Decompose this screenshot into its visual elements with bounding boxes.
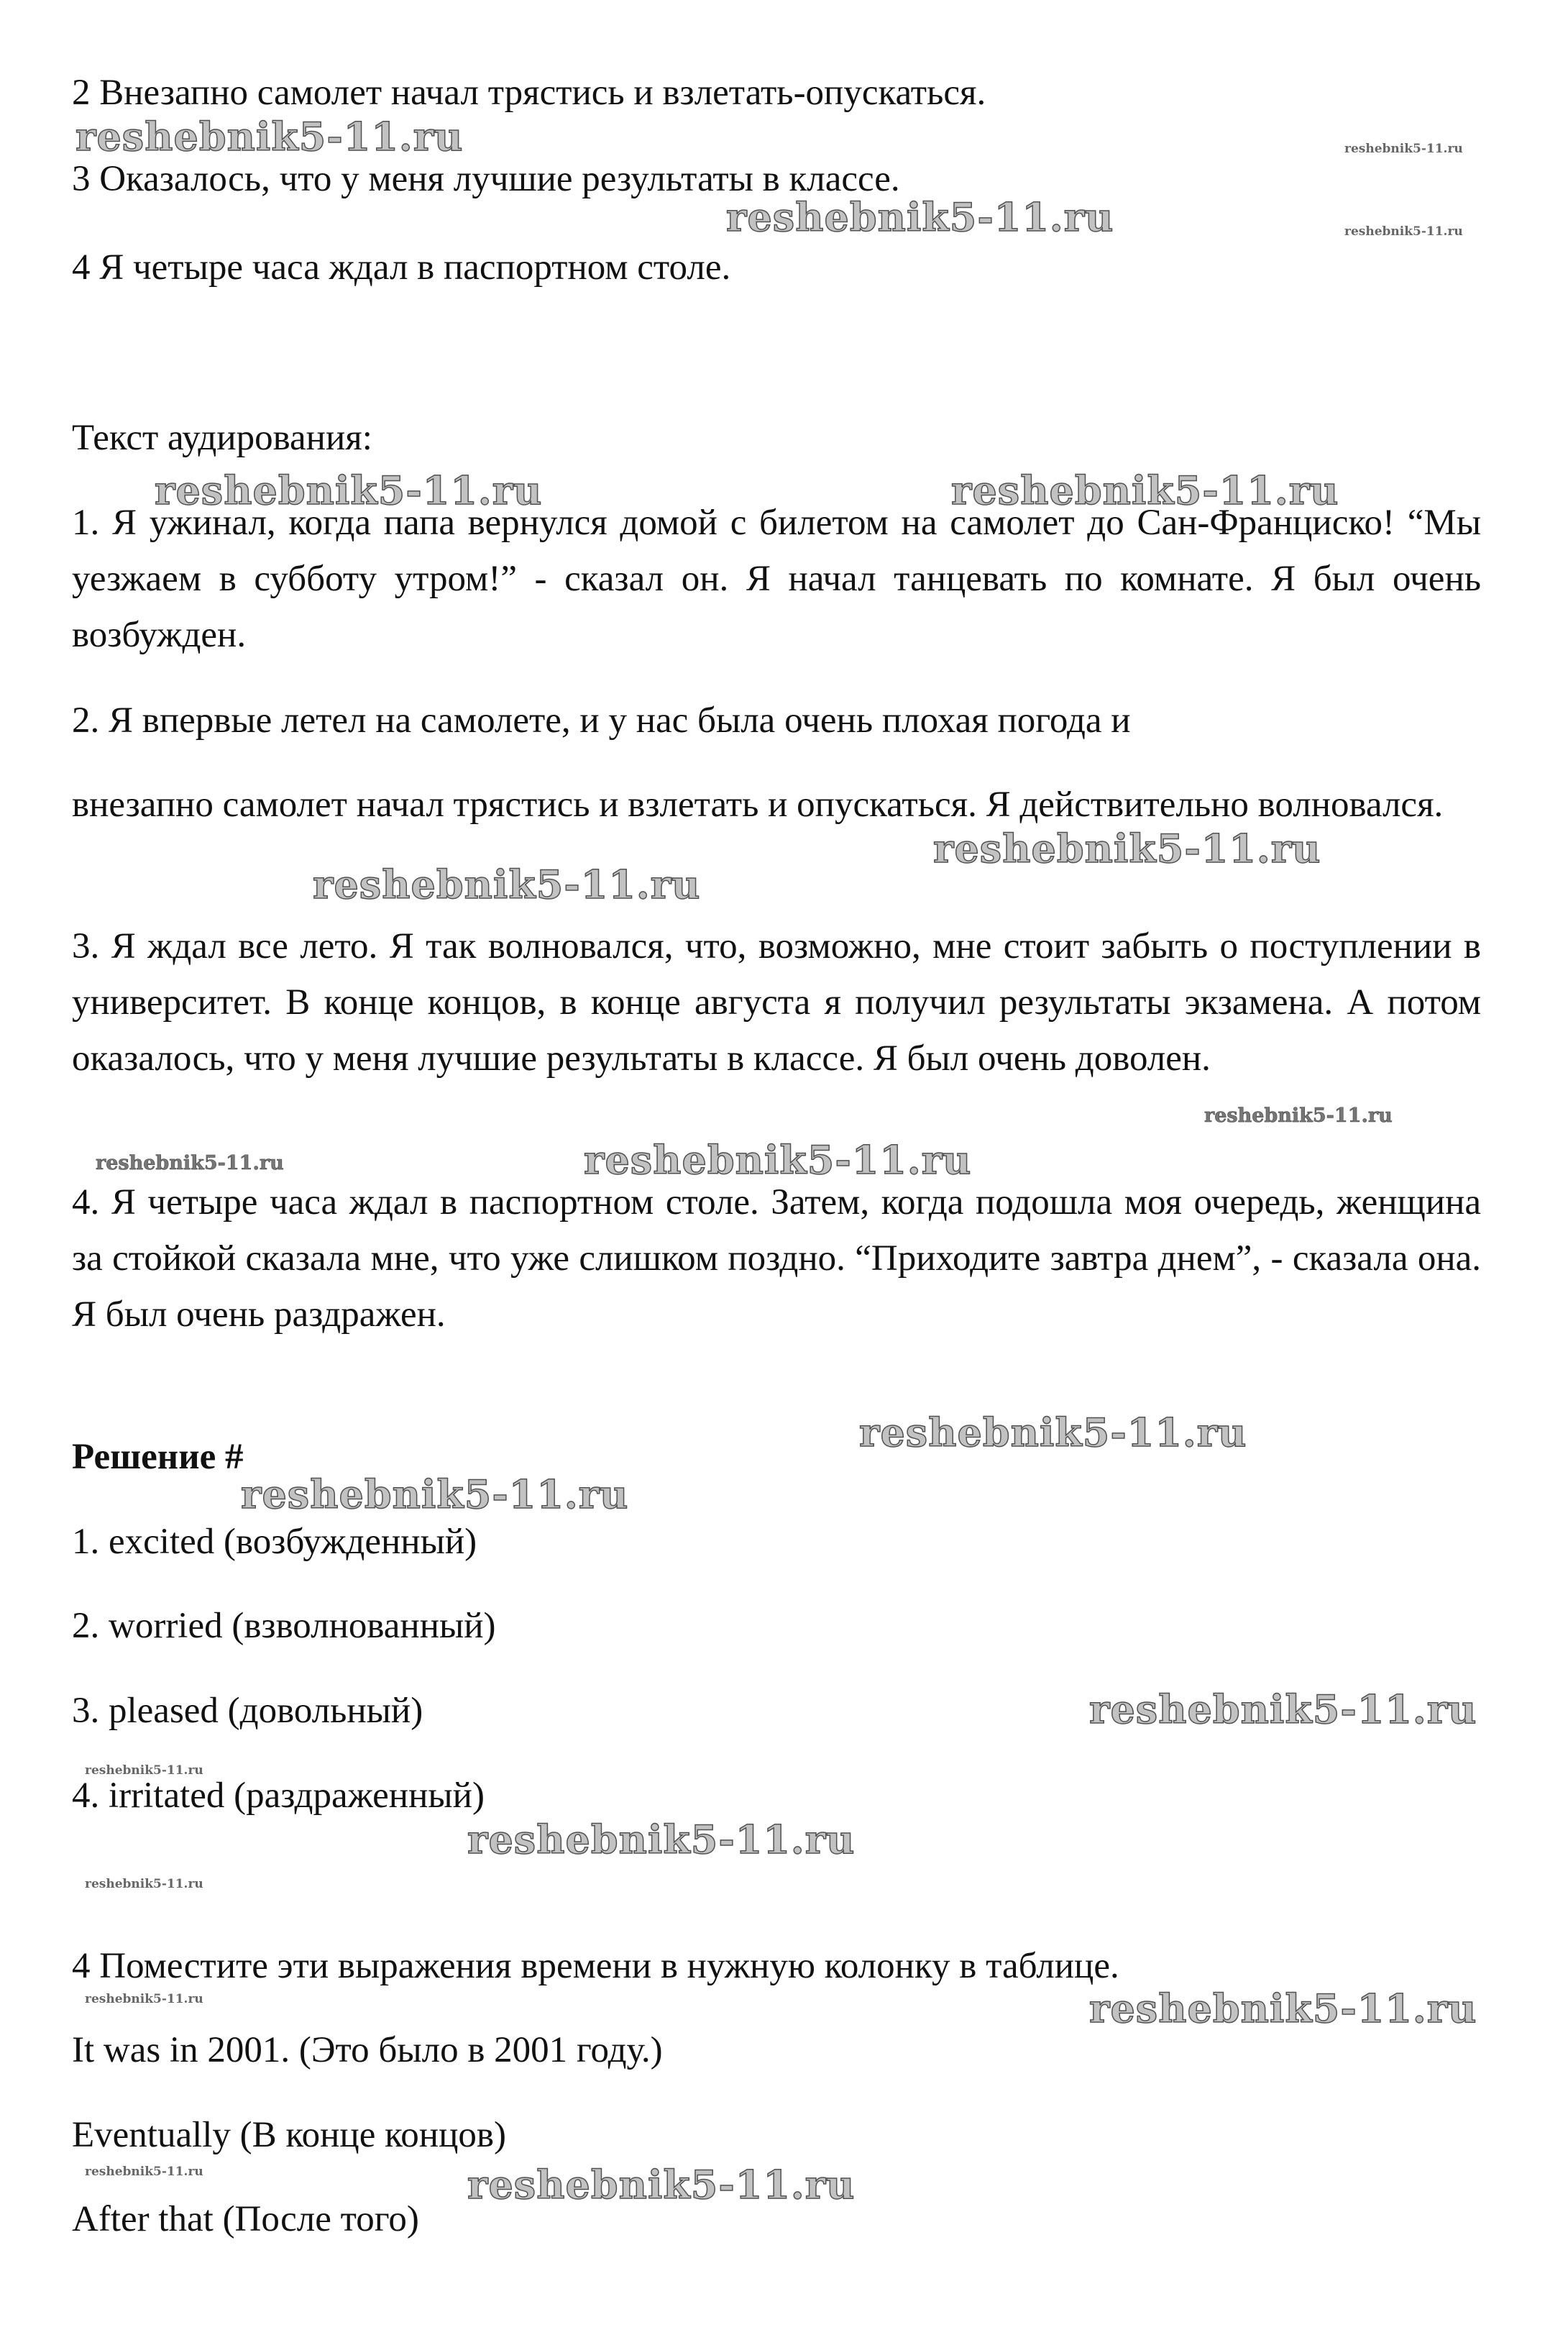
paragraph: 4. Я четыре часа ждал в паспортном столе. Затем, когда подошла моя очередь, женщина за стойкой сказала мне, что уже слишком поздно. “Приходите завтра днем”, - сказала она. Я был очень раздражен.	[72, 1182, 1481, 1335]
paragraph: 2. Я впервые летел на самолете, и у нас была очень плохая погода и	[72, 700, 1131, 741]
watermark: reshebnik5-11.ru	[155, 467, 543, 513]
watermark: reshebnik5-11.ru	[726, 194, 1114, 240]
section-heading: Текст аудирования:	[72, 418, 372, 458]
watermark: reshebnik5-11.ru	[584, 1137, 972, 1183]
watermark: reshebnik5-11.ru	[1204, 1105, 1393, 1127]
text-line: 4 Я четыре часа ждал в паспортном столе.	[72, 247, 731, 288]
paragraph: 3. Я ждал все лето. Я так волновался, что, возможно, мне стоит забыть о поступлении в университет. В конце концов, в конце августа я получил результаты экзамена. А потом оказалось, что у меня лучшие результаты в классе. Я был очень доволен.	[72, 926, 1481, 1079]
answer-item: 2. worried (взволнованный)	[72, 1606, 496, 1646]
answer-item: 4. irritated (раздраженный)	[72, 1775, 485, 1816]
watermark: reshebnik5-11.ru	[933, 826, 1321, 872]
watermark: reshebnik5-11.ru	[85, 1763, 203, 1778]
watermark: reshebnik5-11.ru	[467, 1816, 856, 1863]
watermark: reshebnik5-11.ru	[467, 2162, 856, 2208]
watermark: reshebnik5-11.ru	[241, 1471, 629, 1517]
watermark: reshebnik5-11.ru	[1089, 1985, 1477, 2031]
answer-item: 3. pleased (довольный)	[72, 1691, 423, 1731]
watermark: reshebnik5-11.ru	[951, 467, 1339, 513]
task-item: It was in 2001. (Это было в 2001 году.)	[72, 2030, 663, 2070]
paragraph: 1. Я ужинал, когда папа вернулся домой с билетом на самолет до Сан-Франциско! “Мы уезжаем в субботу утром!” - сказал он. Я начал танцевать по комнате. Я был очень возбужден.	[72, 503, 1481, 655]
watermark: reshebnik5-11.ru	[859, 1409, 1247, 1455]
task-instruction: 4 Поместите эти выражения времени в нужную колонку в таблице.	[72, 1946, 1119, 1986]
task-item: After that (После того)	[72, 2199, 419, 2239]
answer-item: 1. excited (возбужденный)	[72, 1522, 477, 1562]
watermark: reshebnik5-11.ru	[1089, 1686, 1477, 1732]
watermark: reshebnik5-11.ru	[1344, 224, 1463, 239]
watermark: reshebnik5-11.ru	[85, 1877, 203, 1891]
solution-heading: Решение #	[72, 1437, 244, 1477]
watermark: reshebnik5-11.ru	[313, 861, 701, 908]
paragraph: внезапно самолет начал трястись и взлетать и опускаться. Я действительно волновался.	[72, 785, 1444, 825]
task-item: Eventually (В конце концов)	[72, 2115, 506, 2155]
watermark: reshebnik5-11.ru	[85, 2165, 203, 2179]
watermark: reshebnik5-11.ru	[96, 1152, 284, 1174]
watermark: reshebnik5-11.ru	[85, 1992, 203, 2006]
text-line: 2 Внезапно самолет начал трястись и взлетать-опускаться.	[72, 73, 986, 113]
watermark: reshebnik5-11.ru	[1344, 142, 1463, 156]
watermark: reshebnik5-11.ru	[75, 114, 464, 160]
text-line: 3 Оказалось, что у меня лучшие результаты в классе.	[72, 159, 900, 199]
